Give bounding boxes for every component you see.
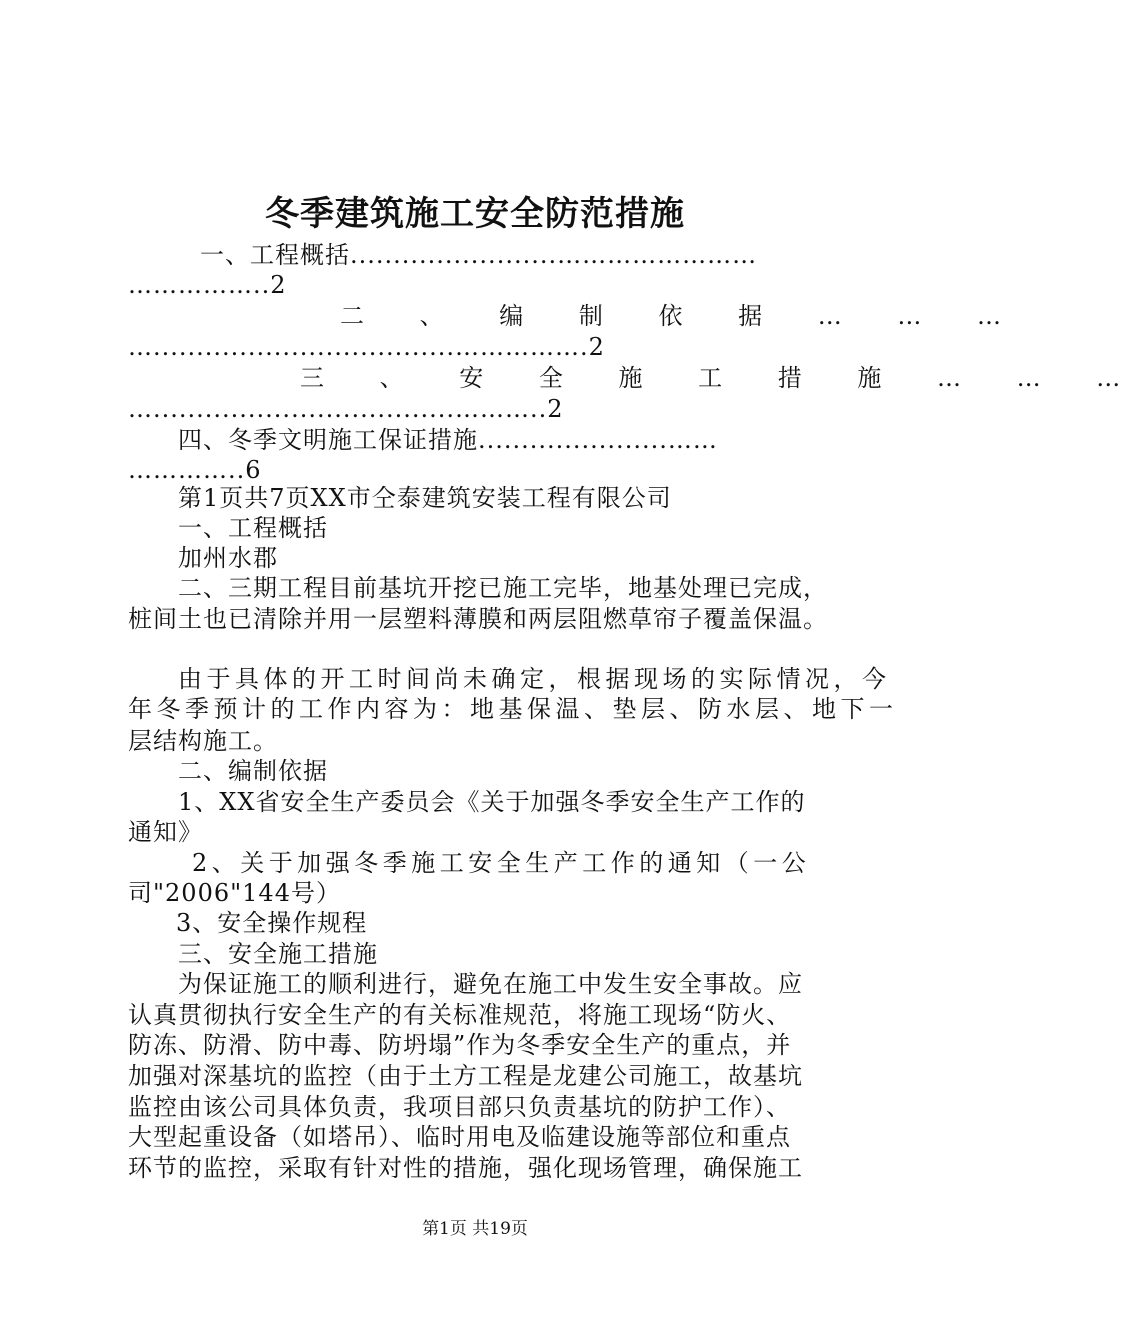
document-title: 冬季建筑施工安全防范措施 [265, 194, 685, 234]
basis-item: 司"2006"144号） [128, 879, 341, 907]
paragraph-line: 加强对深基坑的监控（由于土方工程是龙建公司施工，故基坑 [128, 1062, 803, 1090]
section-heading: 三、安全施工措施 [178, 940, 378, 968]
section-heading: 一、工程概括 [178, 514, 328, 542]
paragraph-line: 监控由该公司具体负责，我项目部只负责基坑的防护工作）、 [128, 1093, 791, 1121]
paragraph-line: 防冻、防滑、防中毒、防坍塌”作为冬季安全生产的重点，并 [128, 1031, 792, 1059]
paragraph-line: 年冬季预计的工作内容为：地基保温、垫层、防水层、地下一 [128, 695, 898, 723]
page-footer: 第1页 共19页 [422, 1219, 528, 1239]
paragraph-line: 认真贯彻执行安全生产的有关标准规范，将施工现场“防火、 [128, 1001, 792, 1029]
paragraph-line: 二、三期工程目前基坑开挖已施工完毕，地基处理已完成， [178, 574, 828, 602]
toc-line: …………..6 [128, 456, 262, 484]
toc-line: 一、工程概括........................…………………… [200, 241, 758, 269]
toc-line: …...................................…………….2 [128, 333, 605, 361]
paragraph-line: 桩间土也已清除并用一层塑料薄膜和两层阻燃草帘子覆盖保温。 [128, 605, 828, 633]
paragraph-line: 为保证施工的顺利进行，避免在施工中发生安全事故。应 [178, 970, 803, 998]
project-name: 加州水郡 [178, 544, 278, 572]
paragraph-line: 大型起重设备（如塔吊）、临时用电及临建设施等部位和重点 [128, 1123, 791, 1151]
basis-item: 2、关于加强冬季施工安全生产工作的通知（一公 [192, 849, 811, 877]
toc-line: ……………..2 [128, 271, 287, 299]
toc-line: 二 、 编 制 依 据 … … … [340, 302, 1026, 330]
paragraph-line: 由于具体的开工时间尚未确定，根据现场的实际情况，今 [178, 665, 891, 693]
basis-item: 1、XX省安全生产委员会《关于加强冬季安全生产工作的 [178, 788, 806, 816]
toc-line: 三 、 安 全 施 工 措 施 … … … [300, 364, 1144, 392]
toc-line: …...................................………..2 [128, 395, 564, 423]
basis-item: 3、安全操作规程 [176, 909, 368, 937]
paragraph-line: 层结构施工。 [128, 727, 278, 755]
basis-item: 通知》 [128, 818, 203, 846]
toc-line: 四、冬季文明施工保证措施......................…… [178, 426, 718, 454]
company-line: 第1页共7页XX市仝泰建筑安装工程有限公司 [178, 484, 672, 512]
section-heading: 二、编制依据 [178, 757, 328, 785]
paragraph-line: 环节的监控，采取有针对性的措施，强化现场管理，确保施工 [128, 1154, 803, 1182]
